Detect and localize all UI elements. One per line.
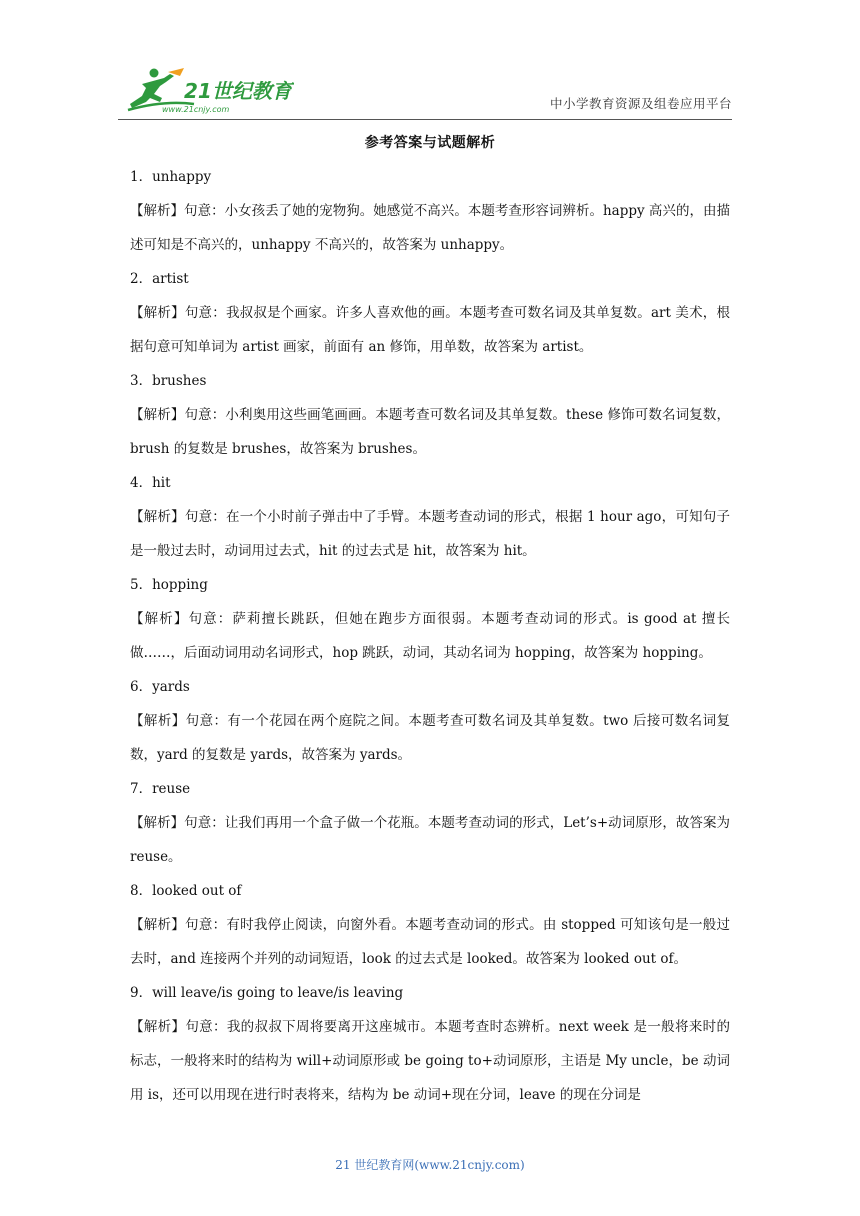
analysis-text: 【解析】句意：有一个花园在两个庭院之间。本题考查可数名词及其单复数。two 后接可数名词复数，yard 的复数是 yards，故答案为 yards。 bbox=[130, 713, 730, 763]
analysis-text: 【解析】句意：我叔叔是个画家。许多人喜欢他的画。本题考查可数名词及其单复数。art 美术，根据句意可知单词为 artist 画家，前面有 an 修饰，用单数，故答案为 artist。 bbox=[130, 305, 730, 355]
answer-list bbox=[130, 160, 730, 1112]
answer-line: 6．yards bbox=[130, 679, 190, 695]
answer-item bbox=[130, 976, 730, 1112]
answer-line: 3．brushes bbox=[130, 373, 207, 389]
analysis-text: 【解析】句意：有时我停止阅读，向窗外看。本题考查动词的形式。由 stopped 可知该句是一般过去时，and 连接两个并列的动词短语，look 的过去式是 looked。故答案为 looked out of。 bbox=[130, 917, 730, 967]
answer-item bbox=[130, 568, 730, 670]
analysis-text: 【解析】句意：我的叔叔下周将要离开这座城市。本题考查时态辨析。next week 是一般将来时的标志，一般将来时的结构为 will+动词原形或 be going to+动词原形，主语是 My uncle，be 动词用 is，还可以用现在进行时表将来，结构为 be 动词+现在分词，leave 的现在分词是 bbox=[130, 1019, 730, 1103]
answer-line: 7．reuse bbox=[130, 781, 191, 797]
page-header bbox=[118, 62, 732, 120]
answer-line: 2．artist bbox=[130, 271, 189, 287]
answer-item bbox=[130, 772, 730, 874]
site-logo bbox=[124, 64, 294, 116]
header-divider bbox=[118, 119, 732, 120]
analysis-text: 【解析】句意：萨莉擅长跳跃，但她在跑步方面很弱。本题考查动词的形式。is good at 擅长做……，后面动词用动名词形式，hop 跳跃，动词，其动名词为 hopping，故答案为 hopping。 bbox=[130, 611, 730, 661]
answer-item bbox=[130, 262, 730, 364]
analysis-text: 【解析】句意：让我们再用一个盒子做一个花瓶。本题考查动词的形式，Let’s+动词原形，故答案为 reuse。 bbox=[130, 815, 730, 865]
svg-text:21世纪教育: 21世纪教育 bbox=[184, 79, 292, 103]
analysis-text: 【解析】句意：小女孩丢了她的宠物狗。她感觉不高兴。本题考查形容词辨析。happy 高兴的，由描述可知是不高兴的，unhappy 不高兴的，故答案为 unhappy。 bbox=[130, 203, 730, 253]
answer-item bbox=[130, 160, 730, 262]
analysis-text: 【解析】句意：小利奥用这些画笔画画。本题考查可数名词及其单复数。these 修饰可数名词复数，brush 的复数是 brushes，故答案为 brushes。 bbox=[130, 407, 730, 457]
answer-line: 5．hopping bbox=[130, 577, 208, 593]
answer-item bbox=[130, 364, 730, 466]
answer-line: 9．will leave/is going to leave/is leaving bbox=[130, 985, 404, 1001]
page-title: 参考答案与试题解析 bbox=[364, 135, 496, 151]
analysis-text: 【解析】句意：在一个小时前子弹击中了手臂。本题考查动词的形式，根据 1 hour ago，可知句子是一般过去时，动词用过去式，hit 的过去式是 hit，故答案为 hit。 bbox=[130, 509, 730, 559]
answer-item bbox=[130, 670, 730, 772]
answer-line: 1．unhappy bbox=[130, 169, 212, 185]
answer-line: 4．hit bbox=[130, 475, 171, 491]
svg-text:www.21cnjy.com: www.21cnjy.com bbox=[162, 105, 230, 114]
page-footer: 21 世纪教育网(www.21cnjy.com) bbox=[335, 1158, 525, 1172]
platform-label: 中小学教育资源及组卷应用平台 bbox=[549, 96, 732, 111]
answer-line: 8．looked out of bbox=[130, 883, 242, 899]
answer-item bbox=[130, 874, 730, 976]
answer-item bbox=[130, 466, 730, 568]
